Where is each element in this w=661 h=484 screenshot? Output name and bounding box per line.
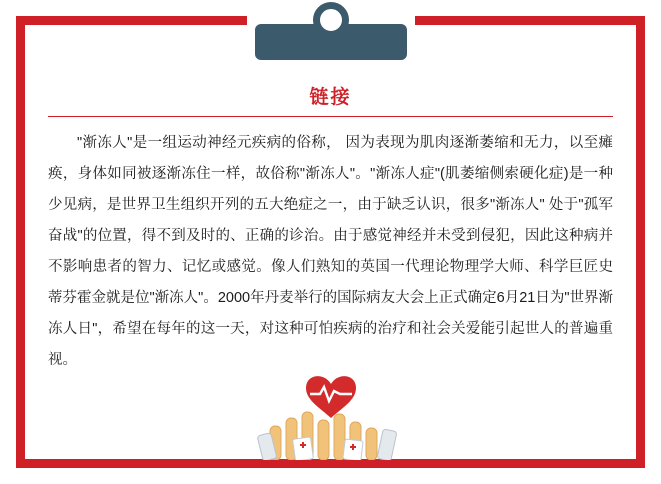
title-divider (48, 116, 613, 117)
article-body: "渐冻人"是一组运动神经元疾病的俗称， 因为表现为肌肉逐渐萎缩和无力，以至瘫痪，身体如同被逐渐冻住一样，故俗称"渐冻人"。"渐冻人症"(肌萎缩侧索硬化症)是一种少见病，是世界卫生组织开列的五大绝症之一，由于缺乏认识，很多"渐冻人" 处于"孤军奋战"的位置，得不到及时的、正确的诊治。由于感觉神经并未受到侵犯，因此这种病并不影响患者的智力、记忆或感觉。像人们熟知的英国一代理论物理学大师、科学巨匠史蒂芬霍金就是位"渐冻人"。2000年丹麦举行的国际病友大会上正式确定6月21日为"世界渐冻人日"，希望在每年的这一天，对这种可怕疾病的治疗和社会关爱能引起世人的普遍重视。 (48, 135, 613, 368)
hands-holding-heart-icon (236, 368, 426, 460)
page-title: 链接 (309, 87, 352, 108)
clipboard-ring-icon (313, 2, 349, 38)
